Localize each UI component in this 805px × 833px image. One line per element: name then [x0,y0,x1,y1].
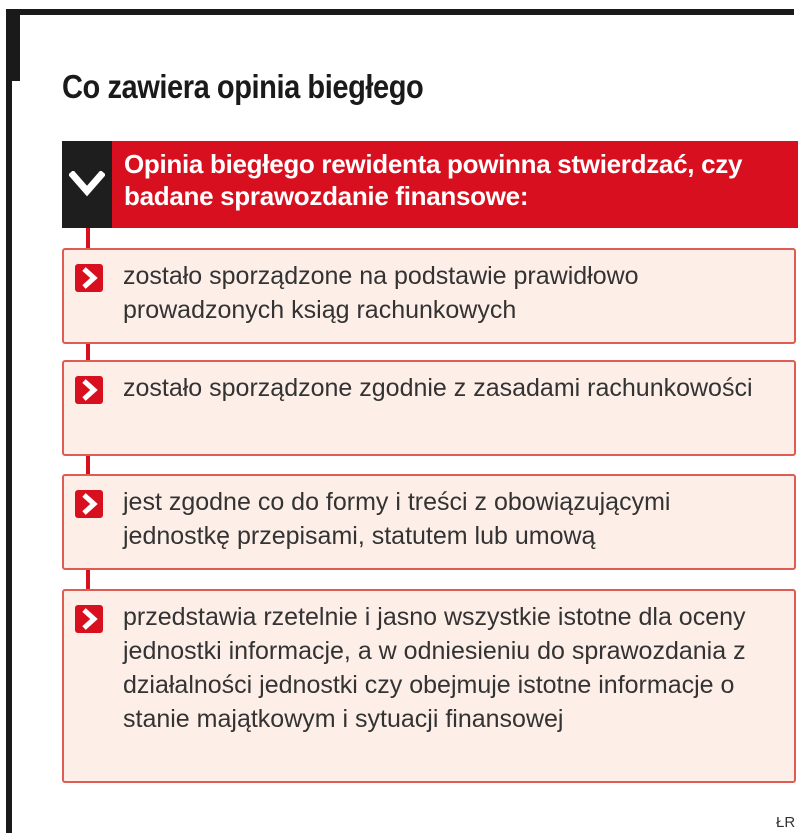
list-item-text: zostało sporządzone na podstawie prawidłowo prowadzonych ksiąg rachunkowych [123,262,639,324]
list-item-text: zostało sporządzone zgodnie z zasadami rachunkowości [123,374,753,402]
item-bullet [75,264,103,292]
list-item [62,589,796,783]
list-item-text: przedstawia rzetelnie i jasno wszystkie istotne dla oceny jednostki informacje, a w odniesieniu do sprawozdania z działalności jednostki czy obejmuje istotne informacje o stanie majątkowym i sytuacji finansowej [123,603,746,733]
header-text: Opinia biegłego rewidenta powinna stwierdzać, czy badane sprawozdanie finansowe: [124,149,743,211]
list-item [62,360,796,456]
frame-top-border [6,9,794,15]
chevron-right-icon [75,264,103,292]
frame-left-border [6,9,12,833]
page-title: Co zawiera opinia biegłego [62,68,424,105]
chevron-right-icon [75,376,103,404]
chevron-right-icon [75,605,103,633]
list-item [62,248,796,344]
header-chevron-box [62,141,112,228]
list-item [62,474,796,570]
chevron-right-icon [75,490,103,518]
item-bullet [75,490,103,518]
item-bullet [75,605,103,633]
list-item-text: jest zgodne co do formy i treści z obowiązującymi jednostkę przepisami, statutem lub umową [123,488,671,550]
chevron-down-icon [69,171,105,199]
item-bullet [75,376,103,404]
credit-initials: ŁR [776,814,796,831]
frame-corner-block [6,9,20,81]
